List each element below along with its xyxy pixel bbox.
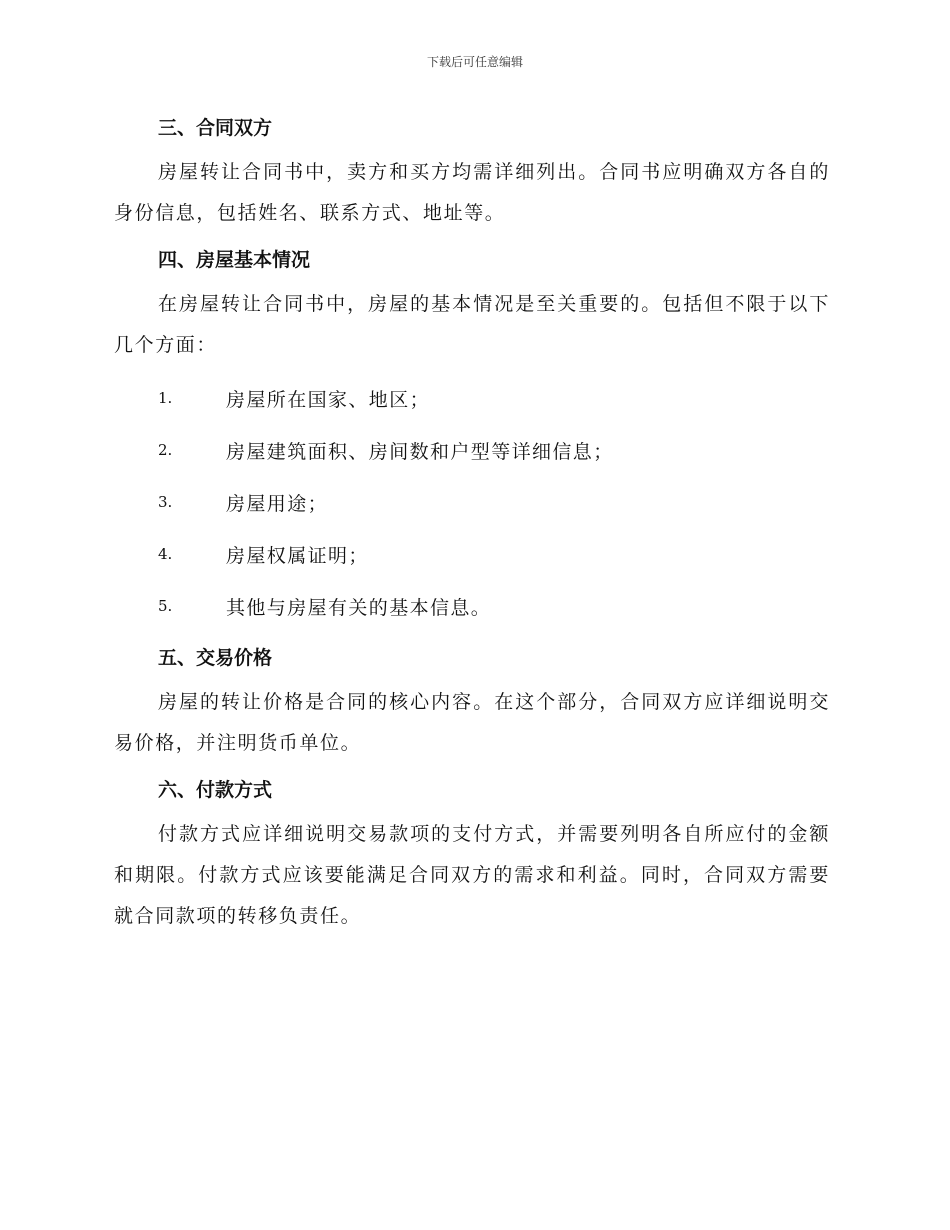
paragraph: 在房屋转让合同书中，房屋的基本情况是至关重要的。包括但不限于以下几个方面：	[114, 293, 830, 356]
numbered-list	[114, 372, 830, 632]
list-item	[114, 372, 830, 424]
paragraph: 房屋的转让价格是合同的核心内容。在这个部分，合同双方应详细说明交易价格，并注明货币单位。	[114, 691, 830, 754]
list-text: 房屋所在国家、地区；	[226, 388, 431, 411]
list-item	[114, 476, 830, 528]
list-item	[114, 580, 830, 632]
section-parties	[114, 108, 830, 234]
paragraph: 房屋转让合同书中，卖方和买方均需详细列出。合同书应明确双方各自的身份信息，包括姓名、联系方式、地址等。	[114, 161, 830, 224]
list-text: 其他与房屋有关的基本信息。	[226, 596, 492, 619]
list-text: 房屋权属证明；	[226, 544, 369, 567]
list-number: 4.	[158, 545, 173, 563]
list-number: 5.	[158, 597, 173, 615]
section-heading: 四、房屋基本情况	[158, 249, 311, 271]
list-text: 房屋用途；	[226, 492, 329, 515]
list-number: 1.	[158, 389, 173, 407]
section-payment	[114, 770, 830, 937]
document-body	[114, 108, 830, 943]
list-item	[114, 528, 830, 580]
section-property-info	[114, 240, 830, 632]
list-text: 房屋建筑面积、房间数和户型等详细信息；	[226, 440, 614, 463]
list-item	[114, 424, 830, 476]
paragraph: 付款方式应详细说明交易款项的支付方式，并需要列明各自所应付的金额和期限。付款方式应该要能满足合同双方的需求和利益。同时，合同双方需要就合同款项的转移负责任。	[114, 823, 830, 927]
section-heading: 六、付款方式	[158, 779, 273, 801]
section-price	[114, 638, 830, 764]
section-heading: 五、交易价格	[158, 647, 273, 669]
section-heading: 三、合同双方	[158, 117, 273, 139]
list-number: 2.	[158, 441, 173, 459]
page-header: 下载后可任意编辑	[426, 55, 523, 69]
list-number: 3.	[158, 493, 173, 511]
